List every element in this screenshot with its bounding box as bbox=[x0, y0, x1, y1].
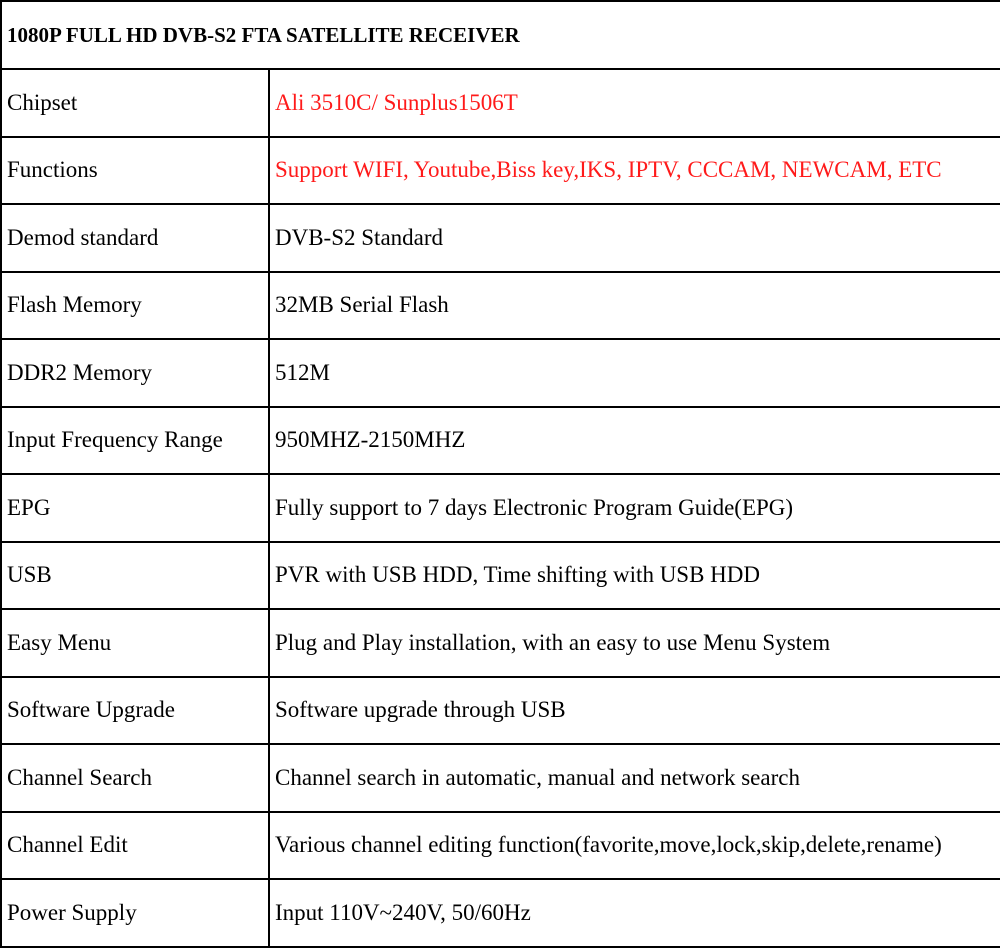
spec-table-body bbox=[1, 1, 1000, 947]
spec-label: Input Frequency Range bbox=[1, 407, 269, 475]
spec-label: Software Upgrade bbox=[1, 677, 269, 745]
spec-label: Channel Edit bbox=[1, 812, 269, 880]
table-row bbox=[1, 542, 1000, 610]
spec-value: Software upgrade through USB bbox=[269, 677, 1000, 745]
spec-label: Channel Search bbox=[1, 744, 269, 812]
spec-label: Functions bbox=[1, 137, 269, 205]
table-row bbox=[1, 812, 1000, 880]
table-row bbox=[1, 879, 1000, 947]
table-row bbox=[1, 339, 1000, 407]
table-row bbox=[1, 272, 1000, 340]
spec-value: 512M bbox=[269, 339, 1000, 407]
table-title: 1080P FULL HD DVB-S2 FTA SATELLITE RECEIVER bbox=[1, 1, 1000, 69]
spec-value: Various channel editing function(favorite,move,lock,skip,delete,rename) bbox=[269, 812, 1000, 880]
spec-label: Chipset bbox=[1, 69, 269, 137]
table-row bbox=[1, 204, 1000, 272]
table-row bbox=[1, 677, 1000, 745]
spec-label: Easy Menu bbox=[1, 609, 269, 677]
spec-label: Flash Memory bbox=[1, 272, 269, 340]
spec-value: Plug and Play installation, with an easy to use Menu System bbox=[269, 609, 1000, 677]
spec-value: 950MHZ-2150MHZ bbox=[269, 407, 1000, 475]
spec-label: Demod standard bbox=[1, 204, 269, 272]
spec-label: Power Supply bbox=[1, 879, 269, 947]
spec-value: PVR with USB HDD, Time shifting with USB HDD bbox=[269, 542, 1000, 610]
spec-value: Channel search in automatic, manual and network search bbox=[269, 744, 1000, 812]
spec-value: Ali 3510C/ Sunplus1506T bbox=[269, 69, 1000, 137]
spec-label: DDR2 Memory bbox=[1, 339, 269, 407]
title-row bbox=[1, 1, 1000, 69]
table-row bbox=[1, 137, 1000, 205]
spec-value: DVB-S2 Standard bbox=[269, 204, 1000, 272]
spec-label: EPG bbox=[1, 474, 269, 542]
spec-value: 32MB Serial Flash bbox=[269, 272, 1000, 340]
spec-value: Input 110V~240V, 50/60Hz bbox=[269, 879, 1000, 947]
table-row bbox=[1, 474, 1000, 542]
spec-label: USB bbox=[1, 542, 269, 610]
table-row bbox=[1, 407, 1000, 475]
table-row bbox=[1, 609, 1000, 677]
spec-value: Support WIFI, Youtube,Biss key,IKS, IPTV, CCCAM, NEWCAM, ETC bbox=[269, 137, 1000, 205]
spec-value: Fully support to 7 days Electronic Program Guide(EPG) bbox=[269, 474, 1000, 542]
table-row bbox=[1, 744, 1000, 812]
table-row bbox=[1, 69, 1000, 137]
